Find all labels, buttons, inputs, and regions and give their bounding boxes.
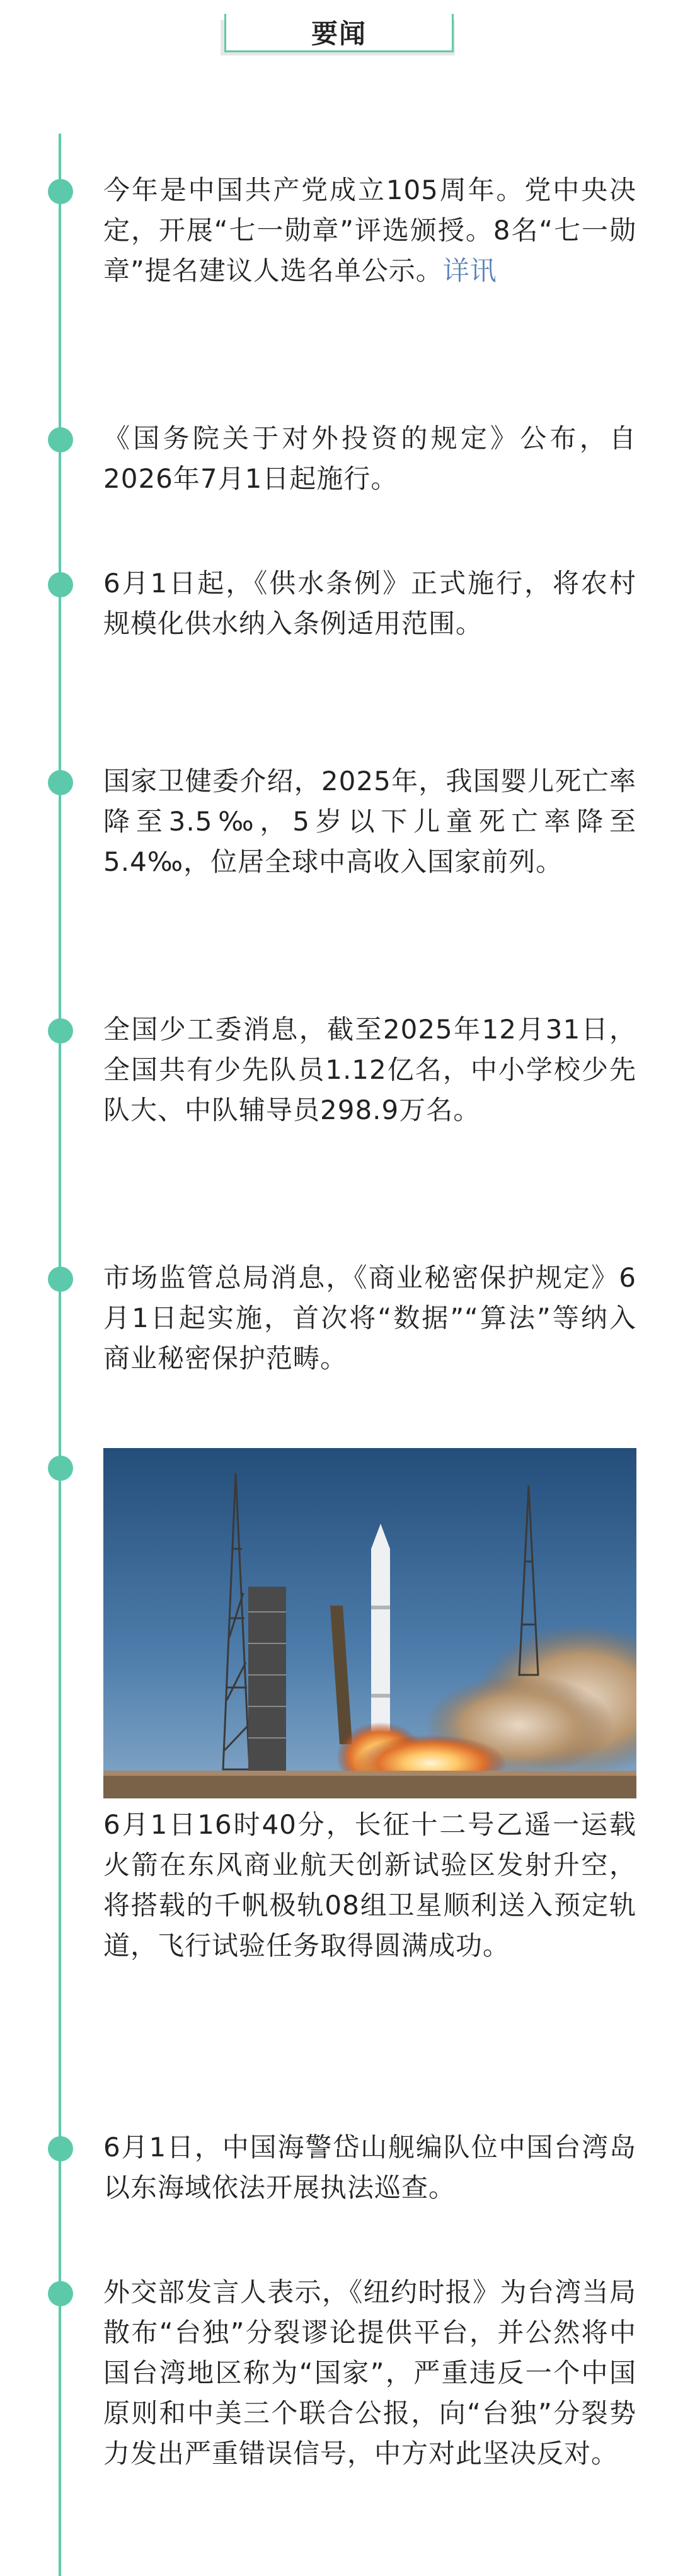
timeline-dot [48, 572, 73, 597]
news-item: 外交部发言人表示，《纽约时报》为台湾当局散布“台独”分裂谬论提供平台，并公然将中国台湾地区称为“国家”，严重违反一个中国原则和中美三个联合公报，向“台独”分裂势力发出严重错误信号，中方对此坚决反对。 [103, 2277, 636, 2469]
news-item: 市场监管总局消息，《商业秘密保护规定》6月1日起实施，首次将“数据”“算法”等纳入商业秘密保护范畴。 [103, 1262, 636, 1374]
timeline-line [59, 134, 61, 2576]
section-title: 要闻 [224, 14, 454, 52]
timeline-dot [48, 2281, 73, 2306]
news-item: 全国少工委消息，截至2025年12月31日，全国共有少先队员1.12亿名，中小学校少先队大、中队辅导员298.9万名。 [103, 1014, 636, 1125]
news-item: 国家卫健委介绍，2025年，我国婴儿死亡率降至3.5‰，5岁以下儿童死亡率降至5.4‰，位居全球中高收入国家前列。 [103, 766, 636, 877]
news-item [103, 170, 636, 291]
timeline-dot [48, 179, 73, 204]
details-link[interactable]: 详讯 [442, 255, 497, 286]
section-title-box [221, 9, 457, 67]
timeline-dot [48, 1267, 73, 1292]
timeline-dot [48, 2136, 73, 2161]
news-item: 6月1日16时40分，长征十二号乙遥一运载火箭在东风商业航天创新试验区发射升空，将搭载的千帆极轨08组卫星顺利送入预定轨道，飞行试验任务取得圆满成功。 [103, 1809, 636, 1961]
news-item-text: 今年是中国共产党成立105周年。党中央决定，开展“七一勋章”评选颁授。8名“七一勋章”提名建议人选名单公示。 [103, 175, 636, 286]
news-item: 6月1日起，《供水条例》正式施行，将农村规模化供水纳入条例适用范围。 [103, 568, 636, 639]
timeline-dot [48, 1456, 73, 1481]
timeline-dot [48, 427, 73, 452]
news-item: 6月1日，中国海警岱山舰编队位中国台湾岛以东海域依法开展执法巡查。 [103, 2132, 636, 2203]
news-item: 《国务院关于对外投资的规定》公布，自2026年7月1日起施行。 [103, 423, 636, 494]
rocket-launch-photo [103, 1448, 636, 1798]
timeline-dot [48, 1018, 73, 1044]
timeline-dot [48, 770, 73, 795]
